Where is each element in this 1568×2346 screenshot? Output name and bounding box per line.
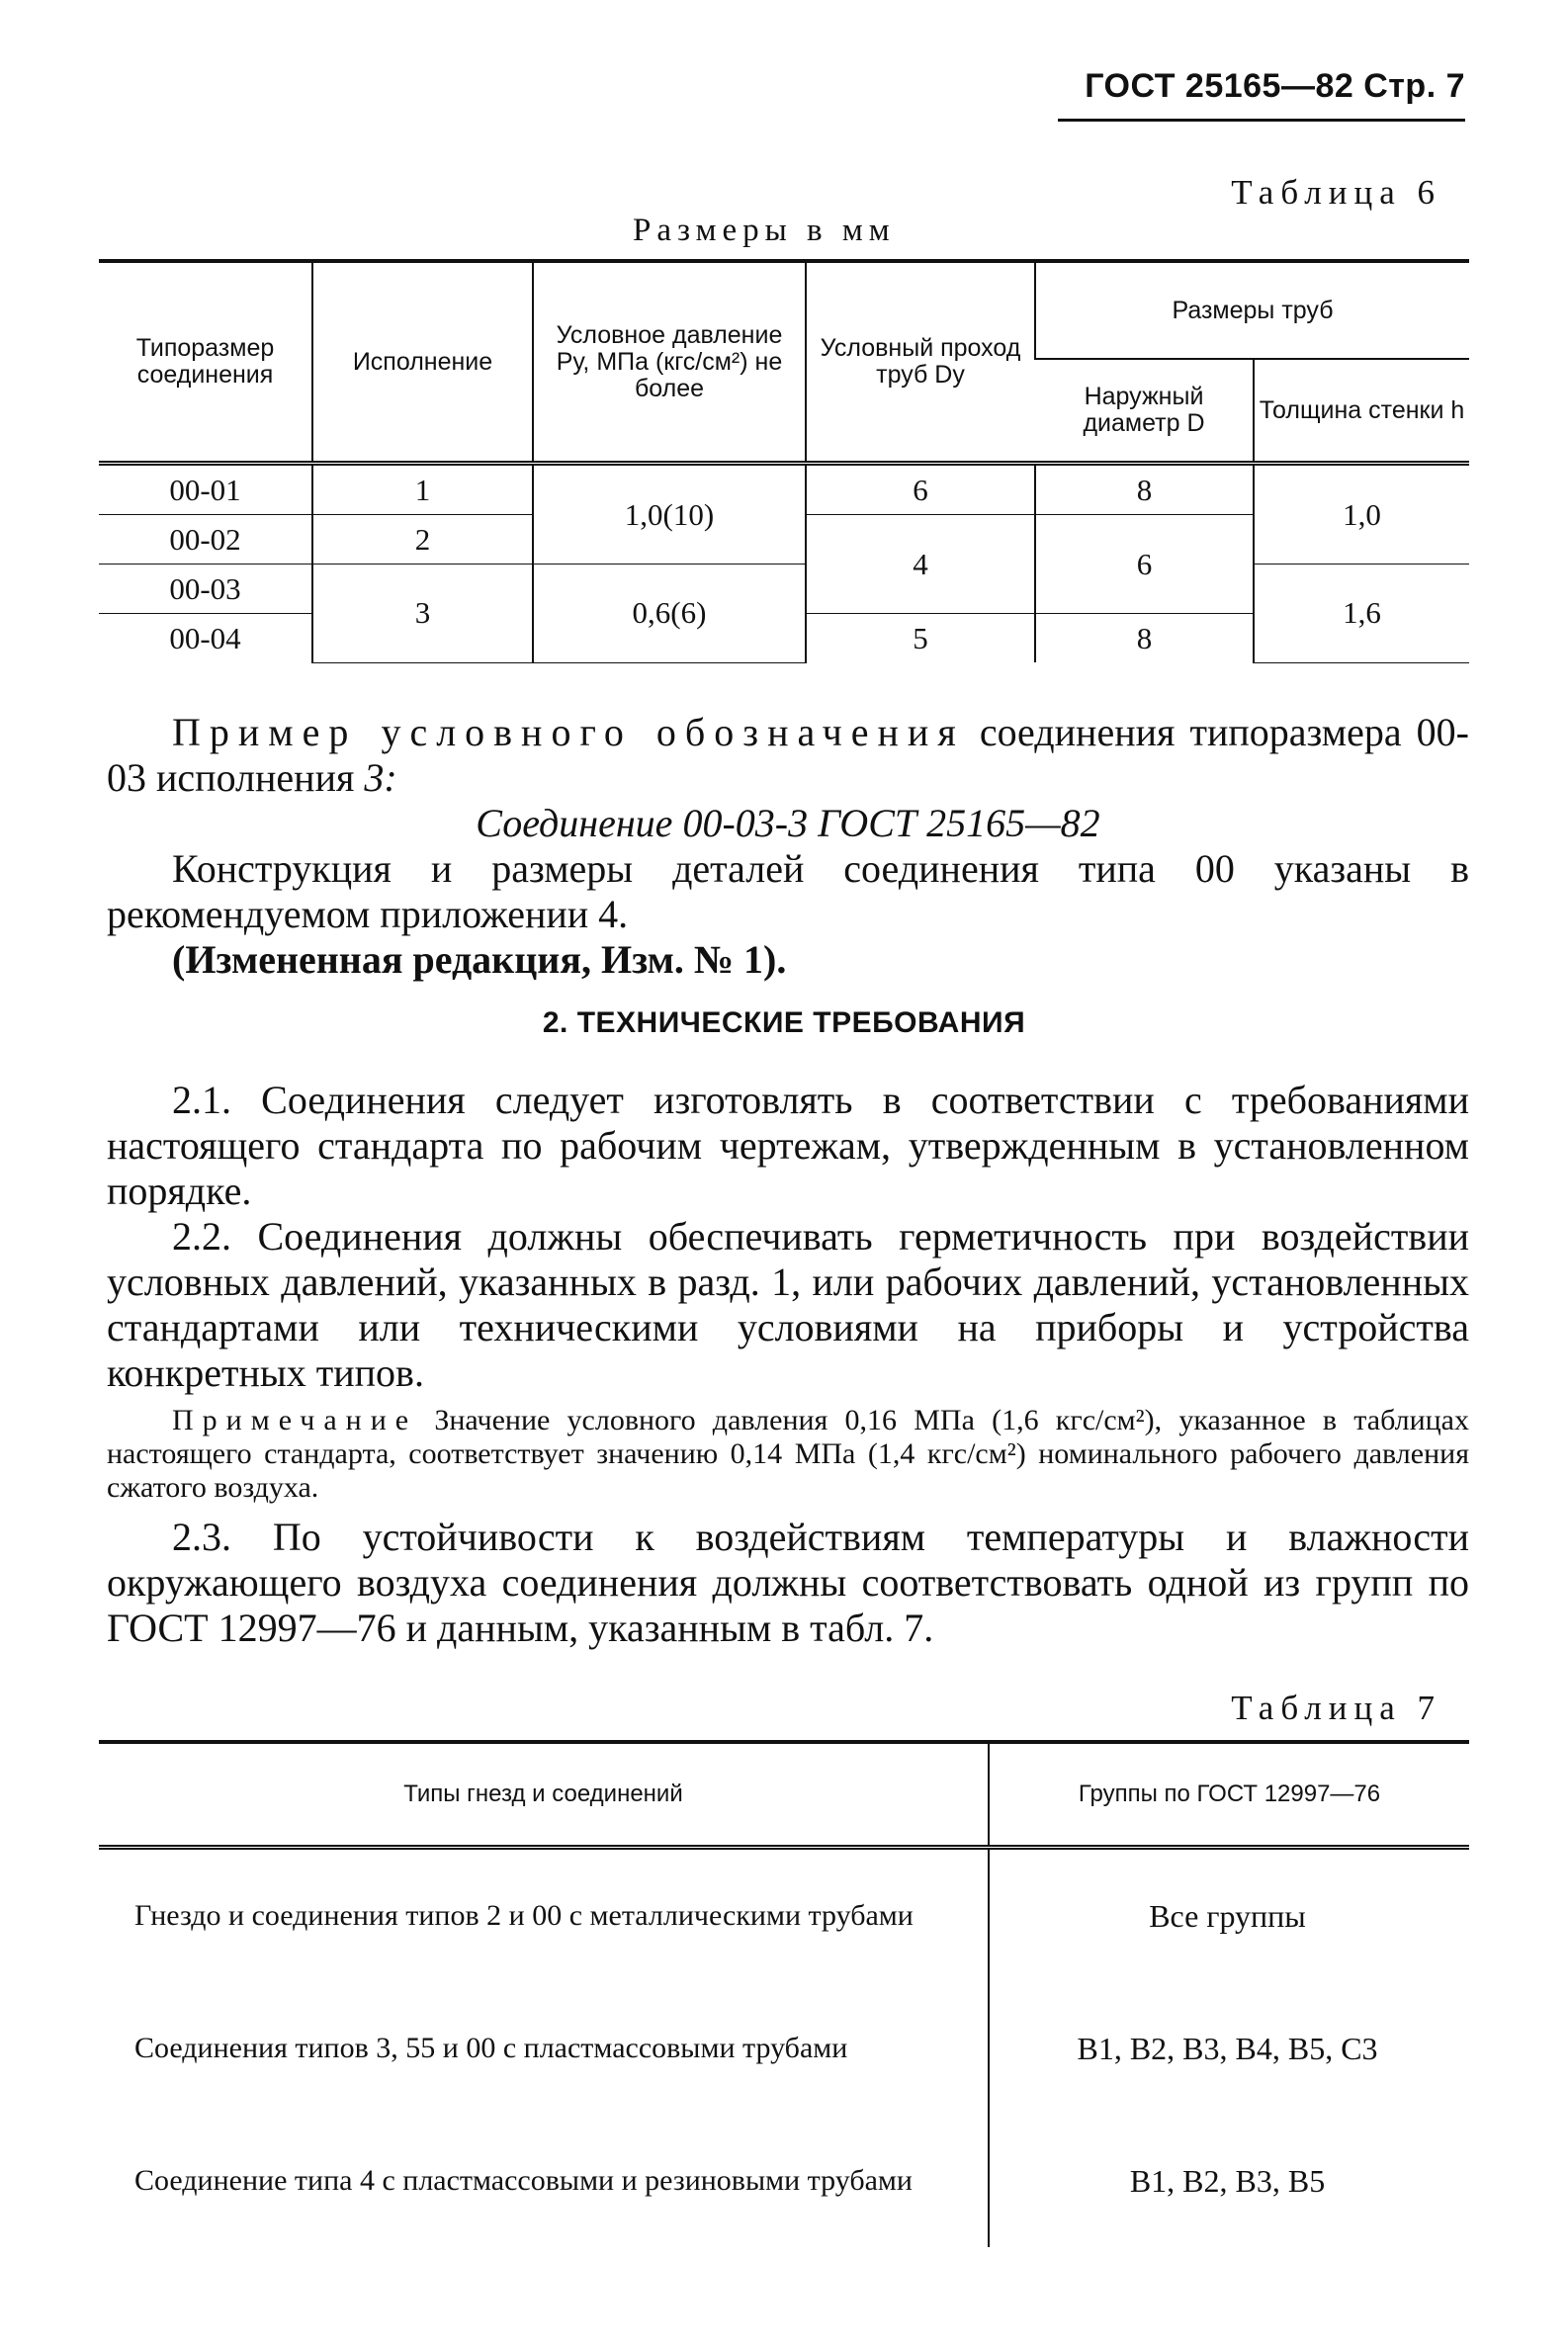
col-header-pressure: Условное давление Pу, МПа (кгс/см²) не более [533, 261, 806, 464]
table6-label: Таблица 6 [1231, 173, 1441, 212]
col-header-passage: Условный проход труб Dу [806, 261, 1035, 464]
cell-groups: Все группы [989, 1848, 1469, 1983]
revision-note: (Измененная редакция, Изм. № 1). [172, 937, 787, 982]
cell-types: Соединение типа 4 с пластмассовыми и резиновыми трубами [134, 2164, 913, 2197]
cell-version: 1 [312, 464, 533, 515]
col-header-pipe-sizes: Размеры труб [1035, 261, 1469, 359]
table-7 [99, 1740, 1469, 2247]
cell-size: 00-03 [99, 565, 312, 614]
cell-size: 00-01 [99, 464, 312, 515]
table6-units: Размеры в мм [633, 213, 896, 248]
cell-size: 00-02 [99, 515, 312, 565]
note-text: Значение условного давления 0,16 МПа (1,6 кгс/см²), указанное в таблицах настоящего стандарта, соответствует значению 0,14 МПа (1,4 кгс/см²) номинального рабочего давления сжатого воздуха. [107, 1404, 1469, 1504]
col-header-outer-diameter: Наружный диаметр D [1035, 359, 1254, 464]
cell-groups: В1, В2, В3, В4, В5, С3 [989, 1982, 1469, 2115]
paragraph-2-1: 2.1. Соединения следует изготовлять в соответствии с требованиями настоящего стандарта по рабочим чертежам, утвержденным в установленном порядке. [107, 1078, 1469, 1213]
cell-groups: В1, В2, В3, В5 [989, 2115, 1469, 2247]
table-row [99, 1848, 1469, 1983]
cell-types: Гнездо и соединения типов 2 и 00 с металлическими трубами [134, 1899, 914, 1932]
example-designation: Соединение 00-03-3 ГОСТ 25165—82 [476, 801, 1100, 845]
cell-pressure: 1,0(10) [533, 464, 806, 565]
example-paragraph [107, 710, 1469, 801]
table-row [99, 1982, 1469, 2115]
paragraph-2-3: 2.3. По устойчивости к воздействиям температуры и влажности окружающего воздуха соединения должны соответствовать одной из групп по ГОСТ 12997—76 и данным, указанным в табл. 7. [107, 1515, 1469, 1650]
example-intro: Пример условного обозначения [172, 710, 965, 754]
cell-types: Соединения типов 3, 55 и 00 с пластмассовыми трубами [134, 2032, 848, 2064]
cell-passage: 4 [806, 515, 1035, 614]
table-row [99, 2115, 1469, 2247]
header-rule [1058, 119, 1465, 122]
table-6 [99, 259, 1469, 663]
section-title: 2. ТЕХНИЧЕСКИЕ ТРЕБОВАНИЯ [542, 1006, 1026, 1039]
cell-size: 00-04 [169, 620, 241, 655]
note-label: Примечание [172, 1404, 418, 1436]
col-header-wall: Толщина стенки h [1254, 359, 1469, 464]
example-version: 3: [364, 755, 397, 800]
cell-pressure: 0,6(6) [533, 565, 806, 663]
note-paragraph [107, 1404, 1469, 1505]
cell-passage: 5 [806, 614, 1035, 663]
cell-wall: 1,0 [1254, 464, 1469, 565]
paragraph-2-2: 2.2. Соединения должны обеспечивать герметичность при воздействии условных давлений, указанных в разд. 1, или рабочих давлений, установленных стандартами или техническими условиями на приборы и устройства конкретных типов. [107, 1214, 1469, 1395]
example-intro-rest: соединения типоразмера 00-03 исполнения [107, 710, 1469, 800]
cell-wall: 1,6 [1254, 565, 1469, 663]
col-header-types: Типы гнезд и соединений [99, 1742, 989, 1848]
table-row [99, 565, 1469, 614]
col-header-version: Исполнение [312, 261, 533, 464]
cell-version: 3 [312, 565, 533, 663]
cell-passage: 6 [806, 464, 1035, 515]
col-header-groups: Группы по ГОСТ 12997—76 [989, 1742, 1469, 1848]
table7-label: Таблица 7 [1231, 1689, 1441, 1727]
cell-diameter: 8 [1035, 464, 1254, 515]
construction-paragraph: Конструкция и размеры деталей соединения типа 00 указаны в рекомендуемом приложении 4. [107, 846, 1469, 936]
cell-diameter: 6 [1035, 515, 1254, 614]
cell-version: 2 [312, 515, 533, 565]
col-header-size: Типоразмер соединения [99, 261, 312, 464]
page-header: ГОСТ 25165—82 Стр. 7 [1085, 67, 1465, 105]
cell-diameter: 8 [1035, 614, 1254, 663]
table-row [99, 464, 1469, 515]
